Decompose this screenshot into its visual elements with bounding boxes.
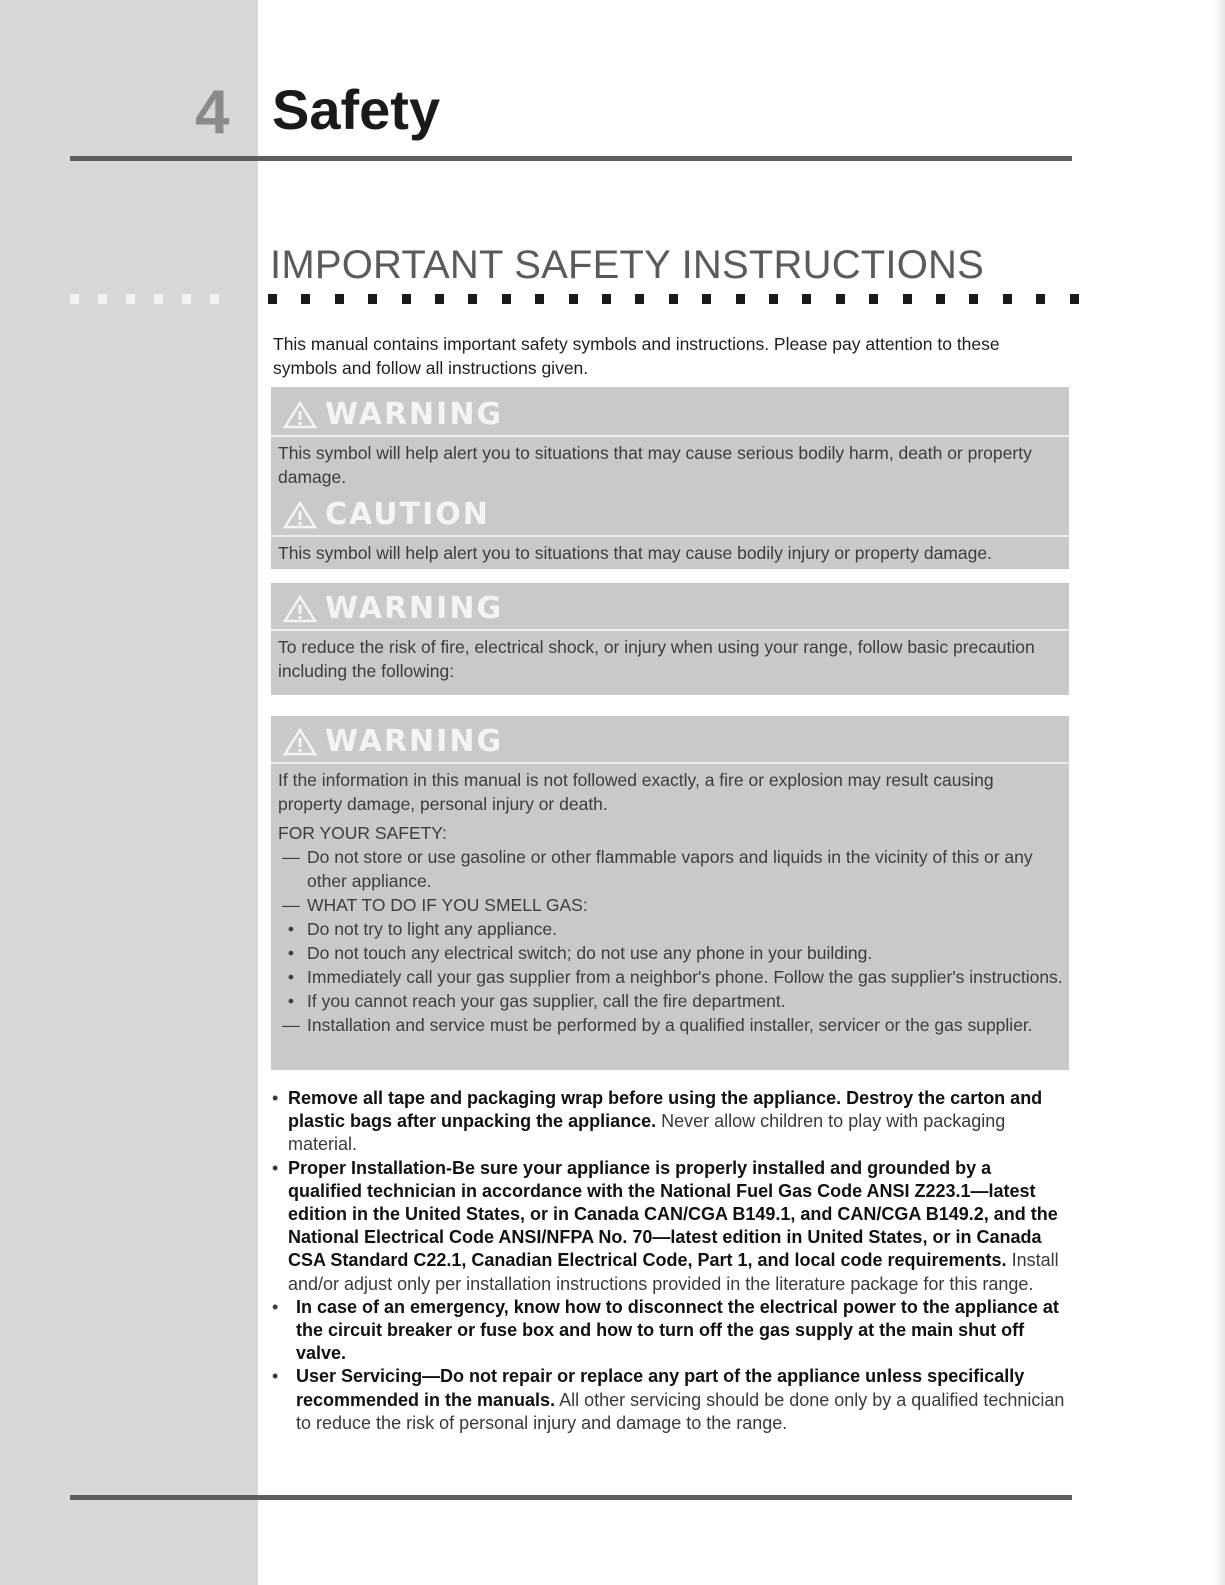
item-text: Installation and service must be performed by a qualified installer, servicer or the gas supplier.: [307, 1015, 1033, 1035]
divider-dot: [502, 294, 511, 304]
divider-dot: [969, 294, 978, 304]
divider-dot: [769, 294, 778, 304]
bottom-rule: [70, 1495, 1072, 1500]
symbols-box: [271, 387, 1069, 569]
divider-dot: [182, 294, 191, 304]
warning-label: WARNING: [325, 397, 504, 432]
bullet-marker: •: [272, 1296, 279, 1317]
dotted-divider: [70, 294, 1075, 308]
safety-item-list: [271, 845, 1069, 1037]
divider-dot: [368, 294, 377, 304]
warning-triangle-icon: [283, 728, 317, 756]
item-marker: —: [282, 895, 300, 915]
gas-warning-text: If the information in this manual is not followed exactly, a fire or explosion may result causing property damage, personal injury or death.: [278, 770, 994, 814]
safety-item: [271, 845, 1069, 893]
divider-dot: [126, 294, 135, 304]
safety-item: [271, 893, 1069, 917]
section-title: IMPORTANT SAFETY INSTRUCTIONS: [270, 243, 985, 287]
bullet-bold-text: In case of an emergency, know how to disconnect the electrical power to the appliance at the circuit breaker or fuse box and how to turn off the gas supply at the main shut off valve.: [296, 1296, 1059, 1364]
divider-dot: [702, 294, 711, 304]
box-rule: [271, 762, 1069, 764]
bullet-normal-text: Never allow children to play with packaging material.: [288, 1111, 1006, 1155]
bullet-bold-text: User Servicing—Do not repair or replace any part of the appliance unless specifically recommended in the manuals.: [296, 1366, 1025, 1410]
divider-dot: [635, 294, 644, 304]
top-rule: [70, 156, 1072, 161]
safety-item: [271, 917, 1069, 941]
divider-dot: [936, 294, 945, 304]
box-rule: [271, 435, 1069, 437]
bullet-marker: •: [272, 1088, 279, 1108]
divider-dot: [802, 294, 811, 304]
warning-label: WARNING: [325, 591, 504, 626]
chapter-title: Safety: [272, 78, 441, 141]
intro-paragraph: This manual contains important safety symbols and instructions. Please pay attention to these symbols and follow all instructions given.: [273, 334, 1000, 378]
divider-dot: [903, 294, 912, 304]
right-edge-shade: [1213, 0, 1225, 1585]
item-text: If you cannot reach your gas supplier, call the fire department.: [307, 991, 786, 1011]
warning-heading: [283, 397, 1069, 433]
warning-label: WARNING: [325, 724, 504, 759]
divider-dot: [335, 294, 344, 304]
safety-bullet-list: [272, 1087, 1070, 1435]
caution-description: This symbol will help alert you to situations that may cause bodily injury or property damage.: [278, 543, 992, 563]
precaution-text: To reduce the risk of fire, electrical shock, or injury when using your range, follow basic precaution including the following:: [278, 637, 1035, 681]
divider-dot: [70, 294, 79, 304]
caution-heading: [283, 497, 1069, 533]
divider-dot: [1070, 294, 1079, 304]
item-text: Immediately call your gas supplier from a neighbor's phone. Follow the gas supplier's instructions.: [307, 967, 1063, 987]
warning-heading: [283, 724, 1069, 760]
warning-triangle-icon: [283, 401, 317, 429]
item-marker: —: [282, 1015, 300, 1035]
bullet-bold-text: Remove all tape and packaging wrap before using the appliance. Destroy the carton and plastic bags after unpacking the appliance.: [288, 1088, 1043, 1132]
caution-triangle-icon: [283, 501, 317, 529]
safety-bullet: [272, 1087, 1070, 1157]
for-your-safety-label: FOR YOUR SAFETY:: [278, 823, 447, 843]
bullet-normal-text: All other servicing should be done only by a qualified technician to reduce the risk of personal injury and damage to the range.: [296, 1389, 1065, 1433]
divider-dot: [98, 294, 107, 304]
left-sidebar-band: [0, 0, 258, 1585]
warning-triangle-icon: [283, 595, 317, 623]
warning-description: This symbol will help alert you to situations that may cause serious bodily harm, death or property damage.: [278, 443, 1032, 487]
warning-box-precautions: [271, 583, 1069, 695]
divider-dot: [468, 294, 477, 304]
item-text: Do not touch any electrical switch; do not use any phone in your building.: [307, 943, 873, 963]
divider-dot: [669, 294, 678, 304]
item-text: WHAT TO DO IF YOU SMELL GAS:: [307, 895, 588, 915]
box-rule: [271, 535, 1069, 537]
divider-dot: [869, 294, 878, 304]
caution-label: CAUTION: [325, 497, 490, 532]
divider-dot: [1003, 294, 1012, 304]
item-marker: •: [287, 943, 295, 963]
warning-box-gas: [271, 716, 1069, 1070]
divider-dot: [402, 294, 411, 304]
box-rule: [271, 629, 1069, 631]
divider-dot: [602, 294, 611, 304]
item-marker: —: [282, 847, 300, 867]
divider-dot: [301, 294, 310, 304]
safety-item: [271, 989, 1069, 1013]
item-marker: •: [287, 967, 295, 987]
divider-dot: [154, 294, 163, 304]
divider-dot: [210, 294, 219, 304]
safety-bullet: [272, 1157, 1070, 1296]
bullet-marker: •: [272, 1366, 279, 1387]
divider-dot: [736, 294, 745, 304]
safety-item: [271, 1013, 1069, 1037]
safety-item: [271, 941, 1069, 965]
divider-dot: [535, 294, 544, 304]
bullet-normal-text: Install and/or adjust only per installation instructions provided in the literature package for this range.: [288, 1250, 1059, 1294]
bullet-marker: •: [272, 1157, 279, 1178]
item-marker: •: [287, 919, 295, 939]
safety-item: [271, 965, 1069, 989]
item-marker: •: [287, 991, 295, 1011]
item-text: Do not store or use gasoline or other flammable vapors and liquids in the vicinity of this or any other appliance.: [307, 847, 1033, 891]
bullet-bold-text: Proper Installation-Be sure your appliance is properly installed and grounded by a qualified technician in accordance with the National Fuel Gas Code ANSI Z223.1—latest edition in the United States, or in Canada CAN/CGA B149.1, and CAN/CGA B149.2, and the National Electrical Code ANSI/NFPA No. 70—latest edition in United States, or in Canada CSA Standard C22.1, Canadian Electrical Code, Part 1, and local code requirements.: [288, 1157, 1058, 1271]
divider-dot: [1036, 294, 1045, 304]
divider-dot: [569, 294, 578, 304]
divider-dot: [435, 294, 444, 304]
safety-bullet: [272, 1365, 1070, 1435]
safety-bullet: [272, 1296, 1070, 1366]
divider-dot: [268, 294, 277, 304]
chapter-number: 4: [195, 78, 230, 147]
divider-dot: [836, 294, 845, 304]
item-text: Do not try to light any appliance.: [307, 919, 558, 939]
warning-heading: [283, 591, 1069, 627]
